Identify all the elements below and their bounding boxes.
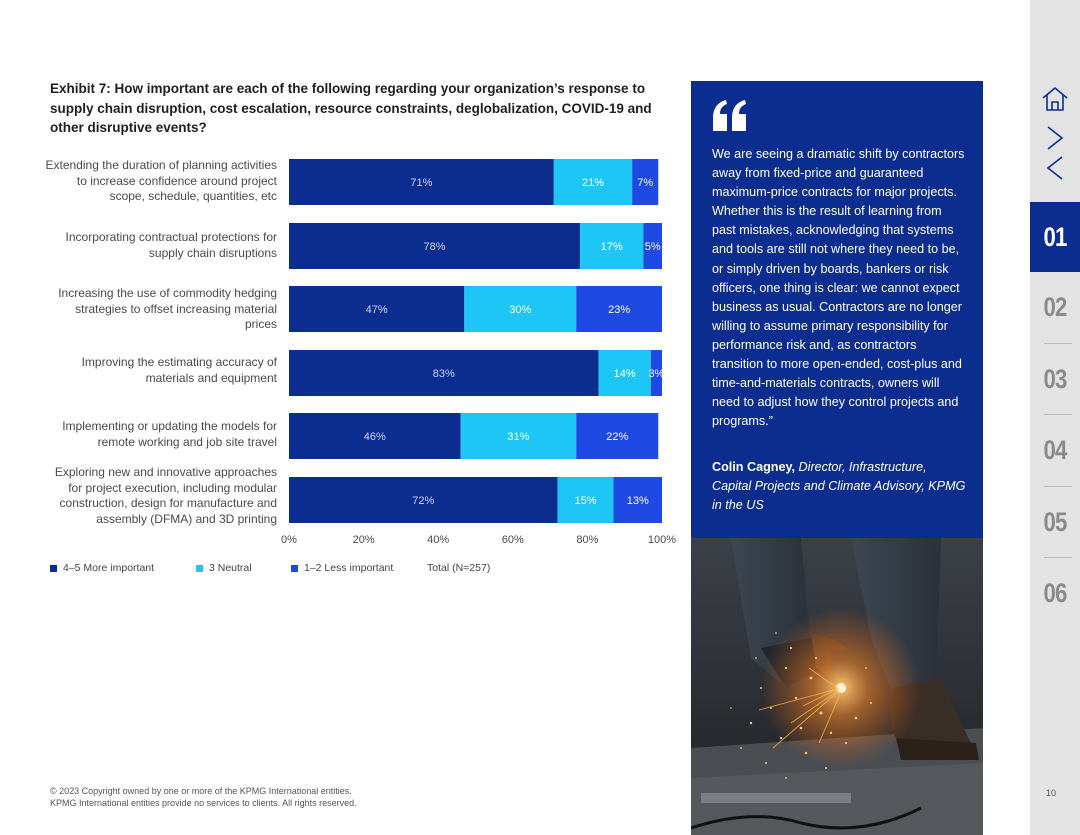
x-tick-label: 0% xyxy=(281,534,297,546)
footer-line: © 2023 Copyright owned by one or more of the KPMG International entities. xyxy=(50,786,352,796)
bar-value-label: 14% xyxy=(613,368,636,380)
legend-total: Total (N=257) xyxy=(427,562,491,574)
page-number: 10 xyxy=(1046,788,1057,798)
bar-value-label: 13% xyxy=(626,495,649,507)
bar-value-label: 46% xyxy=(363,431,386,443)
footer-line: KPMG International entities provide no services to clients. All rights reserved. xyxy=(50,797,357,808)
category-label: Increasing the use of commodity hedging strategies to offset increasing material prices xyxy=(58,286,277,331)
legend-label: 1–2 Less important xyxy=(304,562,394,574)
category-label: Extending the duration of planning activities to increase confidence around project scope, schedule, quantities, etc xyxy=(45,158,277,203)
chart-legend xyxy=(50,562,690,576)
chapter-tab-04[interactable]: 04 xyxy=(1043,434,1067,465)
category-label: Exploring new and innovative approaches for project execution, including modular construction, design for manufacture and assembly (DFMA) and 3D printing xyxy=(54,465,277,526)
legend-item-neutral xyxy=(196,562,252,574)
legend-item-more-important xyxy=(50,562,154,574)
category-label: Improving the estimating accuracy of materials and equipment xyxy=(81,355,277,385)
legend-swatch xyxy=(291,565,298,572)
quote-author xyxy=(712,458,966,515)
legend-label: 4–5 More important xyxy=(63,562,155,574)
bar-value-label: 72% xyxy=(412,495,435,507)
chapter-tab-05[interactable]: 05 xyxy=(1043,506,1067,537)
x-tick-label: 20% xyxy=(352,534,375,546)
category-label: Implementing or updating the models for remote working and job site travel xyxy=(62,419,277,449)
bar-value-label: 71% xyxy=(410,177,433,189)
chapter-tab-01[interactable] xyxy=(1030,202,1080,272)
welding-sparks-image xyxy=(691,538,983,835)
legend-item-less-important xyxy=(291,562,393,574)
chapter-sidebar xyxy=(1030,0,1080,835)
legend-label: 3 Neutral xyxy=(209,562,252,574)
bar-value-label: 3% xyxy=(648,368,665,380)
bar-value-label: 47% xyxy=(365,304,388,316)
legend-swatch xyxy=(196,565,203,572)
chevron-left-icon xyxy=(1044,155,1066,181)
quote-mark-icon xyxy=(711,99,749,133)
copyright-footer xyxy=(50,786,357,809)
bar-value-label: 78% xyxy=(423,241,446,253)
welder-photo xyxy=(691,538,983,835)
chapter-label: 01 xyxy=(1043,221,1067,252)
bar-value-label: 23% xyxy=(608,304,631,316)
x-tick-label: 80% xyxy=(576,534,599,546)
bar-value-label: 83% xyxy=(432,368,455,380)
home-button[interactable] xyxy=(1030,84,1080,114)
chevron-right-icon xyxy=(1044,125,1066,151)
category-label: Incorporating contractual protections for supply chain disruptions xyxy=(65,230,277,260)
bar-value-label: 5% xyxy=(644,241,661,253)
previous-page-button[interactable] xyxy=(1030,153,1080,183)
x-tick-label: 60% xyxy=(501,534,524,546)
next-page-button[interactable] xyxy=(1030,123,1080,153)
bar-value-label: 7% xyxy=(637,177,654,189)
chart-title: Exhibit 7: How important are each of the following regarding your organization’s response to supply chain disruption, cost escalation, resource constraints, deglobalization, COVID-19 and other disruptive events? xyxy=(50,81,652,135)
quote-text: We are seeing a dramatic shift by contractors away from fixed-price and guaranteed maximum-price contracts for major projects. Whether this is the result of learning from past mistakes, acknowledging that systems and tools are still not where they need to be, or simply driven by boards, bankers or risk officers, one thing is clear: we cannot expect business as usual. Contractors are no longer willing to assume primary responsibility for performance risk and, as contractors transition to more open-ended, cost-plus and time-and-materials contracts, owners will need to adjust how they control projects and programs.” xyxy=(712,147,965,429)
bar-value-label: 17% xyxy=(600,241,623,253)
author-title: Director, Infrastructure, Capital Projects and Climate Advisory, KPMG in the US xyxy=(712,460,966,513)
chapter-tab-06[interactable]: 06 xyxy=(1043,577,1067,608)
bar-value-label: 31% xyxy=(507,431,530,443)
legend-swatch xyxy=(50,565,57,572)
quote-panel xyxy=(691,81,983,538)
bar-value-label: 21% xyxy=(581,177,605,189)
x-tick-label: 40% xyxy=(427,534,450,546)
chapter-tab-02[interactable]: 02 xyxy=(1043,291,1067,322)
home-icon xyxy=(1040,85,1070,113)
author-name: Colin Cagney, xyxy=(712,460,796,474)
chapter-tab-03[interactable]: 03 xyxy=(1043,363,1067,394)
x-tick-label: 100% xyxy=(647,534,677,546)
bar-value-label: 30% xyxy=(509,304,532,316)
bar-value-label: 22% xyxy=(606,431,629,443)
bar-value-label: 15% xyxy=(574,495,597,507)
